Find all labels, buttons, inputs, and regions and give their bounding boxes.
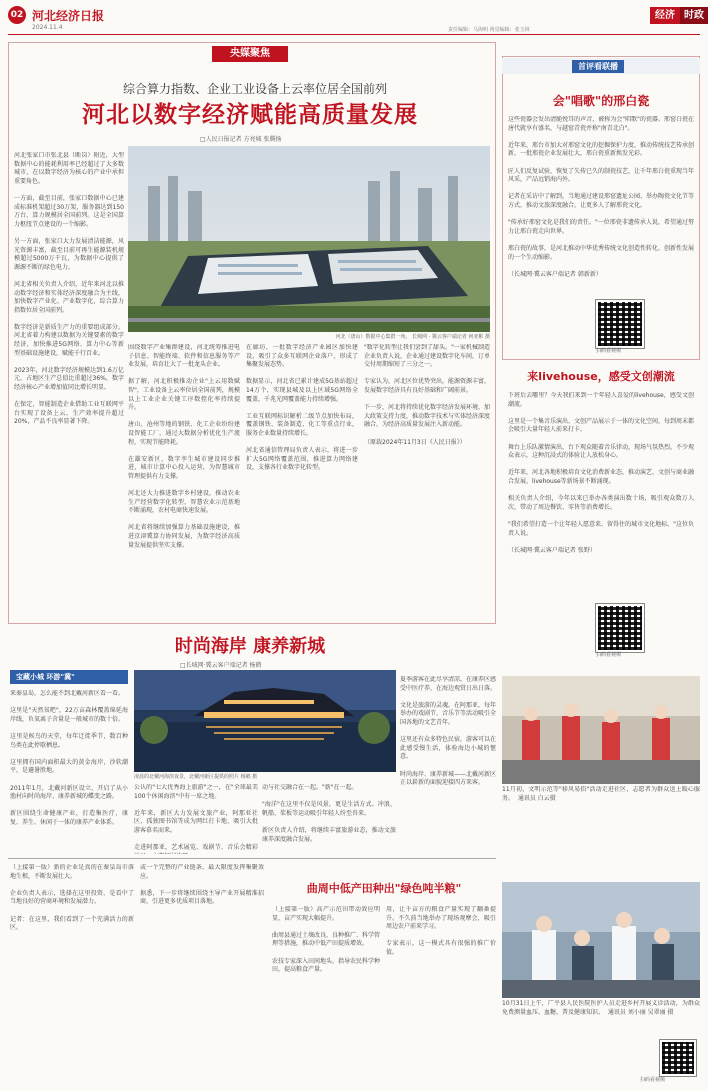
feature-photo-night-coast xyxy=(134,670,396,772)
lead-banner: 央媒聚焦 xyxy=(212,46,288,62)
section-tag-economy: 经济 xyxy=(650,7,680,24)
lead-photo-caption: 河北（唐山）数据中心集群一角。 长城网 · 冀云客户端记者 何亚彬 摄 xyxy=(335,334,490,340)
lower-divider xyxy=(8,858,496,859)
lead-column-3: 在廊坊，一批数字经济产业园区加快建设，吸引了众多互联网企业落户，形成了集聚发展态势。 数据显示，河北省已累计建成5G基站超过14万个，实现县城及以上区域5G网络全覆盖，千兆光网覆盖能力持续增强。 工业互联网标识解析二级节点加快布局，覆盖钢铁、装备制造、化工等重点行业，服务企业数量持续增长。 河北省通信管理局负责人表示，将进一步扩大5G网络覆盖范围，推进算力网络建设，支撑各行业数字化转型。 xyxy=(246,344,358,472)
livehouse-qr-code[interactable] xyxy=(596,604,644,652)
right-photo-clinic xyxy=(502,882,700,998)
paper-name: 河北经济日报 xyxy=(32,9,105,23)
lead-column-4: "数字化转型让我们尝到了甜头。"一家机械制造企业负责人说，企业通过建设数字化车间，订单交付周期缩短了三分之一。 专家认为，河北区位优势突出，能源资源丰富，发展数字经济具有良好基础和广阔前景。 下一步，河北将持续优化数字经济发展环境，加大政策支持力度，推动数字技术与实体经济深度融合，为经济高质量发展注入新动能。 （原载2024年11月3日《人民日报》） xyxy=(364,344,490,446)
lead-column-1: 河北张家口市张北县（断岗）附近，大型数据中心的能耗利用率已经超过了大多数城市，在以数字经济为核心的产业中承担重要角色。 一方面，截至目前，张家口数据中心已建成标准机架超过30万架，服务器达到150万台，算力规模居全国前列。这是全国算力枢纽节点建设的一个缩影。 另一方面，张家口大力发展清洁能源，风光资源丰富，截至目前可再生能源装机规模超过5000万千瓦，为数据中心提供了源源不断的绿色电力。 河北省相关负责人介绍，近年来河北以推动数字经济和实体经济深度融合为主线，加快数字产业化、产业数字化，综合算力指数位居全国前列。 数字经济是新质生产力的重要组成部分。河北省着力构建以数据为关键要素的数字经济，加快推进5G网络、算力中心等新型基础设施建设，赋能千行百业。 2023年，河北数字经济规模达到1.6万亿元，占地区生产总值比重超过36%，数字经济核心产业增加值同比增长明显。 在保定，智能制造企业借助工业互联网平台实现了设备上云，生产效率提升超过20%，产品不良率显著下降。 xyxy=(14,152,124,426)
lower-qr-label: 扫码看视频 xyxy=(640,1077,666,1083)
issue-date: 2024.11.4 xyxy=(32,24,63,31)
lead-byline: □人民日报记者 方亮城 张腾扬 xyxy=(200,136,282,143)
commentary-qr-label: 扫码看视频 xyxy=(596,348,622,354)
feature-photo-caption: 凌晨的北戴河海滨夜景，北戴河新区提供的照片 杨鹤 摄 xyxy=(134,774,258,780)
feature-byline: □长城网·冀云客户端记者 杨鹤 xyxy=(180,662,262,669)
right-news2-caption: 10月31日上午，广平县人民医院医护人员走进乡村开展义诊活动，为群众免费测量血压、血糖，普及健康知识。 通讯员 刘小丽 吴翠丽 摄 xyxy=(502,1000,700,1016)
lower-column-2: 或一个完整的产业链条，最大限度发挥集聚效应。 据悉，下一步将继续围绕主导产业开展精准招商，引进更多优质项目落地。 xyxy=(140,864,264,906)
commentary-headline: 会"唱歌"的邢白瓷 xyxy=(552,94,650,108)
lead-kicker: 综合算力指数、企业工业设备上云率位居全国前列 xyxy=(122,82,387,96)
feature-column-4: 夏季游客在此尽享清凉，在康养区感受中医疗养，在海边观赏日出日落。 文化是旅游的灵魂。在阿那亚，每年举办的戏剧节、音乐节等活动吸引全国各地的文艺青年。 这里还有众多特色民宿，游客可以在此感受慢生活，体验海边小城的惬意。 时尚海岸、康养新城——北戴河新区正以崭新的面貌迎接四方来客。 xyxy=(400,676,496,787)
lower-column-1: （上接第一版）新的企业是真的在秦皇岛市落地生根，不断发展壮大。 企业负责人表示，选择在这里投资，是看中了当地良好的营商环境和发展潜力。 记者：在这里，我们看到了一个充满活力的新区。 xyxy=(10,864,134,932)
lead-headline: 河北以数字经济赋能高质量发展 xyxy=(82,101,418,128)
editor-credits: 责任编辑：马海明 视觉编辑：张玉林 xyxy=(448,27,530,33)
right-news1-caption: 11月初，文明示范等"移风易俗"活动走进社区，志愿者为群众送上暖心服务。 通讯员 白云摄 xyxy=(502,786,700,802)
commentary-qr-code[interactable] xyxy=(596,300,644,348)
right-photo-volunteers xyxy=(502,676,700,784)
masthead xyxy=(8,4,704,34)
bottom-qr-code[interactable] xyxy=(660,1040,696,1076)
lead-photo-data-center xyxy=(128,146,490,332)
commentary-banner-label: 首评看联播 xyxy=(572,60,624,73)
feature-headline: 时尚海岸 康养新城 xyxy=(174,636,326,657)
lower-column-4: 用，让千亩方的粮食产量实现了翻番提升。不久前当地举办了现场观摩会，吸引周边农户前来学习。 专家表示，这一模式具有很强的推广价值。 xyxy=(386,906,496,956)
commentary-body: 这些瓷器会发出清脆悦耳的声音，被称为会"唱歌"的瓷器。邢窑白瓷在唐代就享有盛名，与越窑青瓷并称"南青北白"。 近年来，邢台市加大对邢窑文化的挖掘保护力度，推动传统技艺传承创新，一批邢瓷企业发展壮大，邢白瓷重新焕发光彩。 匠人们反复试验，恢复了失传已久的制瓷技艺，让千年邢白瓷重现当年风采，产品远销海内外。 记者在采访中了解到，当地通过建设邢窑遗址公园、举办陶瓷文化节等方式，推动文旅深度融合，让更多人了解邢瓷文化。 "传承好邢窑文化是我们的责任。"一位邢瓷非遗传承人说，希望通过努力让邢白瓷走向世界。 邢白瓷的故事，是河北推动中华优秀传统文化创造性转化、创新性发展的一个生动缩影。 （长城网·冀云客户端记者 韩新新） xyxy=(508,116,694,278)
page-number-badge: 02 xyxy=(8,6,26,24)
livehouse-body: 下班后去哪里？今天我们来到一个年轻人喜爱的livehouse，感受文创潮流。 这里是一个集音乐演出、文创产品展示于一体的文化空间，每到周末都会吸引大量年轻人前来打卡。 舞台上乐队激情演出，台下观众随着音乐律动，现场气氛热烈。不少观众表示，这种沉浸式的体验让人放松身心。 近年来，河北各地积极培育文化消费新业态，推动演艺、文创与商业融合发展，livehouse等新场景不断涌现。 相关负责人介绍，今年以来已举办各类演出数十场，吸引观众数万人次，带动了周边餐饮、零售等消费增长。 "我们希望打造一个让年轻人愿意来、留得住的城市文化地标。"这位负责人说。 （长城网·冀云客户端记者 张野） xyxy=(508,392,694,554)
lower-column-3: （上接第一版）高产示范田带动效应明显，亩产实现大幅提升。 曲周县通过土壤改良、良种推广、科学管理等措施，推动中低产田提质增效。 农技专家深入田间地头，指导农民科学种田，提高粮食产量。 xyxy=(272,906,380,974)
masthead-rule xyxy=(8,34,700,35)
feature-column-3: 动与社交融合在一起。"新"在一起。 "海洋"在这里不仅是风景，更是生活方式。冲浪、帆船、桨板等运动吸引年轻人纷至沓来。 新区负责人介绍，将继续丰富旅游业态，推动文旅康养深度融合发展。 xyxy=(262,784,396,843)
feature-column-2: 公认的"七大优秀海上旅游"之一，在"全球最美100个休闲海滨"中有一席之地。 近年来，新区大力发展文旅产业，阿那亚社区、孤独图书馆等成为网红打卡地，吸引大批游客慕名而来。 走进阿那亚，艺术展览、戏剧节、音乐会精彩 xyxy=(134,784,258,852)
lower-headline: 曲周中低产田种出"绿色吨半粮" xyxy=(306,882,462,895)
feature-column-1: 来秦皇岛，怎么能不到北戴河新区看一看。 这里是"天然氧吧"，22万亩森林覆盖绵延海岸线，负氧离子含量是一般城市的数十倍。 这里是候鸟的天堂，每年迁徙季节，数百种鸟类在此停歇栖息。 这里拥有国内面积最大的黄金海岸，沙软潮平，是避暑胜地。 2011年1月，北戴河新区设立，开启了从小渔村向时尚海岸、康养新城的蝶变之路。 新区围绕生命健康产业，打造集医疗、康复、养生、休闲于一体的康养产业体系。 xyxy=(10,690,128,826)
feature-sidebar-tag: 宝藏小城 环游"冀" xyxy=(10,670,128,684)
livehouse-qr-label: 扫码看视频 xyxy=(596,652,622,658)
section-tag-politics: 时政 xyxy=(680,7,708,24)
lead-column-2: 围绕数字产业集群建设，河北统筹推进电子信息、智能终端、软件和信息服务等产业发展，培育壮大了一批龙头企业。 据了解，河北积极推动企业"上云用数赋智"，工业设备上云率位居全国前列，规模以上工业企业关键工序数控化率持续提升。 唐山、沧州等地的钢铁、化工企业纷纷建设智能工厂，通过大数据分析优化生产流程，实现节能降耗。 在雄安新区，数字孪生城市建设同步推进，城市计算中心投入运营，为智慧城市管理提供有力支撑。 河北还大力推进数字乡村建设，推动农业生产经营数字化转型，智慧农业示范基地不断涌现，农村电商快速发展。 河北省将继续加强算力基础设施建设，推进京津冀算力协同发展，为数字经济高质量发展提供坚实支撑。 xyxy=(128,344,240,549)
livehouse-headline: 来livehouse，感受文创潮流 xyxy=(527,370,675,383)
